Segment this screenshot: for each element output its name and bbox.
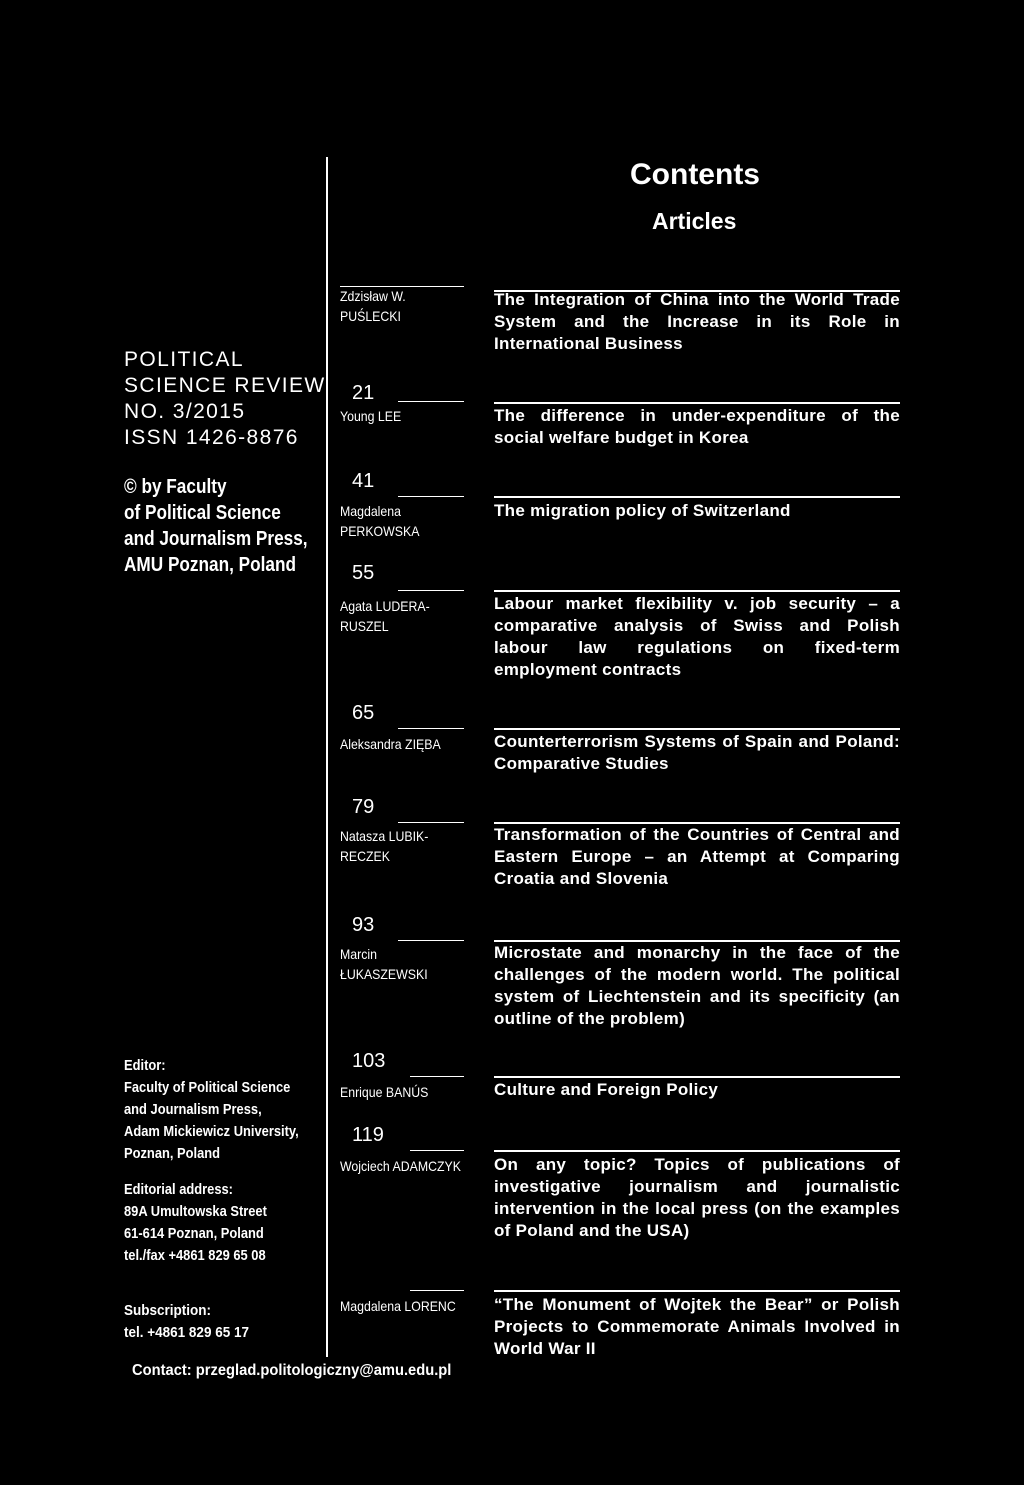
copyright-line1: © by Faculty — [124, 476, 227, 498]
editor-phone: tel./fax +4861 829 65 08 — [124, 1247, 266, 1264]
subscription-phone: tel. +4861 829 65 17 — [124, 1324, 249, 1341]
entry-author: Natasza LUBIK-RECZEK — [340, 828, 429, 864]
page-number: 103 — [352, 1050, 386, 1072]
journal-name-line1: POLITICAL — [124, 348, 244, 371]
copyright-notice — [124, 474, 308, 578]
entry-author: Wojciech ADAMCZYK — [340, 1158, 461, 1174]
page-number: 93 — [352, 914, 375, 936]
entry-author: Young LEE — [340, 408, 402, 424]
journal-info — [124, 347, 326, 451]
entry-title[interactable]: The migration policy of Switzerland — [494, 501, 791, 520]
title-rule — [494, 402, 900, 404]
column-divider — [326, 157, 328, 1357]
contact-email[interactable]: Contact: przeglad.politologiczny@amu.edu.pl — [132, 1362, 452, 1379]
address-line2: 61-614 Poznan, Poland — [124, 1225, 264, 1242]
section-heading: Articles — [652, 208, 737, 234]
author-rule — [410, 1150, 464, 1151]
copyright-line2: of Political Science — [124, 502, 281, 524]
author-rule — [398, 496, 464, 497]
address-line1: 89A Umultowska Street — [124, 1203, 267, 1220]
title-rule — [494, 496, 900, 498]
title-rule — [494, 590, 900, 592]
entry-author: Magdalena LORENC — [340, 1298, 456, 1314]
title-rule — [494, 1150, 900, 1152]
editor-line4: Poznan, Poland — [124, 1145, 221, 1162]
entry-author: Aleksandra ZIĘBA — [340, 736, 441, 752]
editor-line1: Faculty of Political Science — [124, 1079, 291, 1096]
author-rule — [410, 1290, 464, 1291]
title-rule — [494, 728, 900, 730]
entry-author: Magdalena PERKOWSKA — [340, 503, 420, 539]
title-rule — [494, 1076, 900, 1078]
entry-title[interactable]: Microstate and monarchy in the face of the challenges of the modern world. The political system of Liechtenstein and its specificity (an outline of the problem) — [494, 943, 900, 1028]
journal-issue: NO. 3/2015 — [124, 400, 246, 423]
journal-issn: ISSN 1426-8876 — [124, 426, 299, 449]
editor-line2: and Journalism Press, — [124, 1101, 262, 1118]
author-rule — [398, 728, 464, 729]
editor-info — [124, 1055, 299, 1267]
page-number: 65 — [352, 702, 375, 724]
author-rule — [398, 590, 464, 591]
page-number: 41 — [352, 470, 375, 492]
author-rule — [398, 940, 464, 941]
page-title: Contents — [630, 158, 760, 191]
author-rule — [398, 401, 464, 402]
entry-author: Marcin ŁUKASZEWSKI — [340, 946, 428, 982]
subscription-info — [124, 1300, 249, 1344]
page-number: 55 — [352, 562, 375, 584]
editor-line3: Adam Mickiewicz University, — [124, 1123, 299, 1140]
page-number: 119 — [352, 1124, 384, 1146]
page-number: 79 — [352, 796, 375, 818]
journal-name-line2: SCIENCE REVIEW — [124, 374, 326, 397]
entry-title[interactable]: “The Monument of Wojtek the Bear” or Polish Projects to Commemorate Animals Involved in World War II — [494, 1295, 900, 1358]
entry-author: Zdzisław W. PUŚLECKI — [340, 288, 406, 324]
entry-title[interactable]: Culture and Foreign Policy — [494, 1080, 719, 1099]
title-rule — [494, 1290, 900, 1292]
entry-author: Enrique BANÚS — [340, 1084, 429, 1100]
entry-title[interactable]: Counterterrorism Systems of Spain and Poland: Comparative Studies — [494, 732, 900, 773]
entry-title[interactable]: Labour market flexibility v. job security – a comparative analysis of Swiss and Polish labour law regulations on fixed-term employment contracts — [494, 594, 900, 679]
author-rule — [410, 1076, 464, 1077]
entry-title[interactable]: Transformation of the Countries of Central and Eastern Europe – an Attempt at Comparing Croatia and Slovenia — [494, 825, 900, 888]
entry-title[interactable]: The Integration of China into the World Trade System and the Increase in its Role in International Business — [494, 290, 900, 353]
editor-heading: Editor: — [124, 1057, 166, 1074]
subscription-heading: Subscription: — [124, 1302, 212, 1319]
author-rule — [398, 822, 464, 823]
entry-author: Agata LUDERA-RUSZEL — [340, 598, 430, 634]
entry-title[interactable]: The difference in under-expenditure of the social welfare budget in Korea — [494, 406, 900, 447]
entry-title[interactable]: On any topic? Topics of publications of investigative journalism and journalistic intervention in the local press (on the examples of Poland and the USA) — [494, 1155, 900, 1240]
page-number: 21 — [352, 382, 375, 404]
copyright-line4: AMU Poznan, Poland — [124, 554, 296, 576]
address-heading: Editorial address: — [124, 1181, 233, 1198]
copyright-line3: and Journalism Press, — [124, 528, 308, 550]
